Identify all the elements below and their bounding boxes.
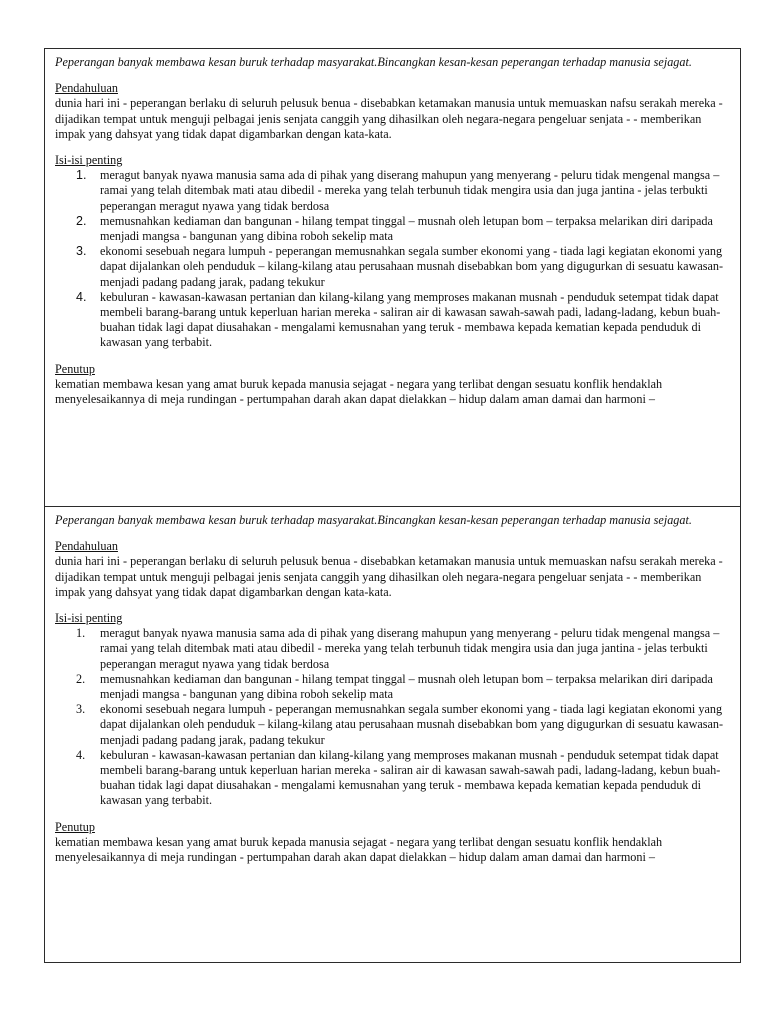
essay-outline-box xyxy=(45,49,740,507)
point-number: 1. xyxy=(76,168,87,183)
essay-question: Peperangan banyak membawa kesan buruk terhadap masyarakat.Bincangkan kesan-kesan peperangan terhadap manusia sejagat. xyxy=(55,55,692,69)
key-point xyxy=(55,702,730,748)
point-text: meragut banyak nyawa manusia sama ada di pihak yang diserang mahupun yang menyerang - peluru tidak mengenal mangsa – ramai yang telah ditembak mati atau dibedil - mereka yang telah terbunuh tidak mengira usia dan juga jantina - jelas terbukti peperangan meragut nyawa yang tidak berdosa xyxy=(100,626,720,671)
point-text: memusnahkan kediaman dan bangunan - hilang tempat tinggal – musnah oleh letupan bom – terpaksa melarikan diri daripada menjadi mangsa - bangunan yang dibina roboh sekelip mata xyxy=(100,671,713,702)
key-point xyxy=(55,672,730,702)
closing-heading: Penutup xyxy=(55,361,95,376)
key-point xyxy=(55,168,730,214)
intro-heading: Pendahuluan xyxy=(55,539,118,554)
point-text: memusnahkan kediaman dan bangunan - hilang tempat tinggal – musnah oleh letupan bom – terpaksa melarikan diri daripada menjadi mangsa - bangunan yang dibina roboh sekelip mata xyxy=(100,213,713,244)
point-number: 4. xyxy=(76,747,86,762)
point-number: 4. xyxy=(76,289,87,304)
closing-heading: Penutup xyxy=(55,819,95,834)
intro-text: dunia hari ini - peperangan berlaku di seluruh pelusuk benua - disebabkan ketamakan manusia untuk memuaskan nafsu serakah mereka - dijadikan tempat untuk menguji pelbagai jenis senjata canggih yang dihasilkan oleh negara-negara pengeluar senjata - - memberikan impak yang dahsyat yang tidak dapat digambarkan dengan kata-kata. xyxy=(55,96,723,141)
key-point xyxy=(55,214,730,244)
body-heading: Isi-isi penting xyxy=(55,153,123,168)
closing-text: kematian membawa kesan yang amat buruk kepada manusia sejagat - negara yang terlibat dengan sesuatu konflik hendaklah menyelesaikannya di meja rundingan - pertumpahan darah akan dapat dielakkan – hidup dalam aman damai dan harmoni – xyxy=(55,834,663,865)
point-text: kebuluran - kawasan-kawasan pertanian dan kilang-kilang yang memproses makanan musnah - penduduk setempat tidak dapat membeli barang-barang untuk keperluan harian mereka - saliran air di kawasan sawah-sawah padi, ladang-ladang, kebun buah-buahan tidak lagi dapat diusahakan - mengalami kemusnahan yang teruk - membawa kepada kematian kepada penduduk di kawasan yang terbabit. xyxy=(100,289,721,350)
document-page xyxy=(44,48,741,963)
key-point xyxy=(55,626,730,672)
essay-outline-box xyxy=(45,507,740,963)
point-number: 2. xyxy=(76,213,87,228)
point-text: kebuluran - kawasan-kawasan pertanian dan kilang-kilang yang memproses makanan musnah - penduduk setempat tidak dapat membeli barang-barang untuk keperluan harian mereka - saliran air di kawasan sawah-sawah padi, ladang-ladang, kebun buah-buahan tidak lagi dapat diusahakan - mengalami kemusnahan yang teruk - membawa kepada kematian kepada penduduk di kawasan yang terbabit. xyxy=(100,747,721,808)
point-number: 2. xyxy=(76,671,86,686)
point-number: 3. xyxy=(76,702,86,717)
key-points-list xyxy=(55,168,730,350)
key-point xyxy=(55,748,730,809)
key-points-list xyxy=(55,626,730,808)
point-text: meragut banyak nyawa manusia sama ada di pihak yang diserang mahupun yang menyerang - peluru tidak mengenal mangsa – ramai yang telah ditembak mati atau dibedil - mereka yang telah terbunuh tidak mengira usia dan juga jantina - jelas terbukti peperangan meragut nyawa yang tidak berdosa xyxy=(100,168,720,213)
intro-heading: Pendahuluan xyxy=(55,81,118,96)
key-point xyxy=(55,244,730,290)
point-number: 3. xyxy=(76,244,87,259)
point-text: ekonomi sesebuah negara lumpuh - peperangan memusnahkan segala sumber ekonomi yang - tiada lagi kegiatan ekonomi yang dapat dijalankan oleh penduduk – kilang-kilang atau perusahaan musnah disebabkan bom yang digugurkan di sesuatu kawasan- menjadi padang padang jarak, padang tekukur xyxy=(100,244,724,289)
point-text: ekonomi sesebuah negara lumpuh - peperangan memusnahkan segala sumber ekonomi yang - tiada lagi kegiatan ekonomi yang dapat dijalankan oleh penduduk – kilang-kilang atau perusahaan musnah disebabkan bom yang digugurkan di sesuatu kawasan- menjadi padang padang jarak, padang tekukur xyxy=(100,702,724,747)
intro-text: dunia hari ini - peperangan berlaku di seluruh pelusuk benua - disebabkan ketamakan manusia untuk memuaskan nafsu serakah mereka - dijadikan tempat untuk menguji pelbagai jenis senjata canggih yang dihasilkan oleh negara-negara pengeluar senjata - - memberikan impak yang dahsyat yang tidak dapat digambarkan dengan kata-kata. xyxy=(55,554,723,599)
essay-question: Peperangan banyak membawa kesan buruk terhadap masyarakat.Bincangkan kesan-kesan peperangan terhadap manusia sejagat. xyxy=(55,513,692,527)
closing-text: kematian membawa kesan yang amat buruk kepada manusia sejagat - negara yang terlibat dengan sesuatu konflik hendaklah menyelesaikannya di meja rundingan - pertumpahan darah akan dapat dielakkan – hidup dalam aman damai dan harmoni – xyxy=(55,376,663,407)
body-heading: Isi-isi penting xyxy=(55,611,123,626)
point-number: 1. xyxy=(76,626,86,641)
key-point xyxy=(55,290,730,351)
